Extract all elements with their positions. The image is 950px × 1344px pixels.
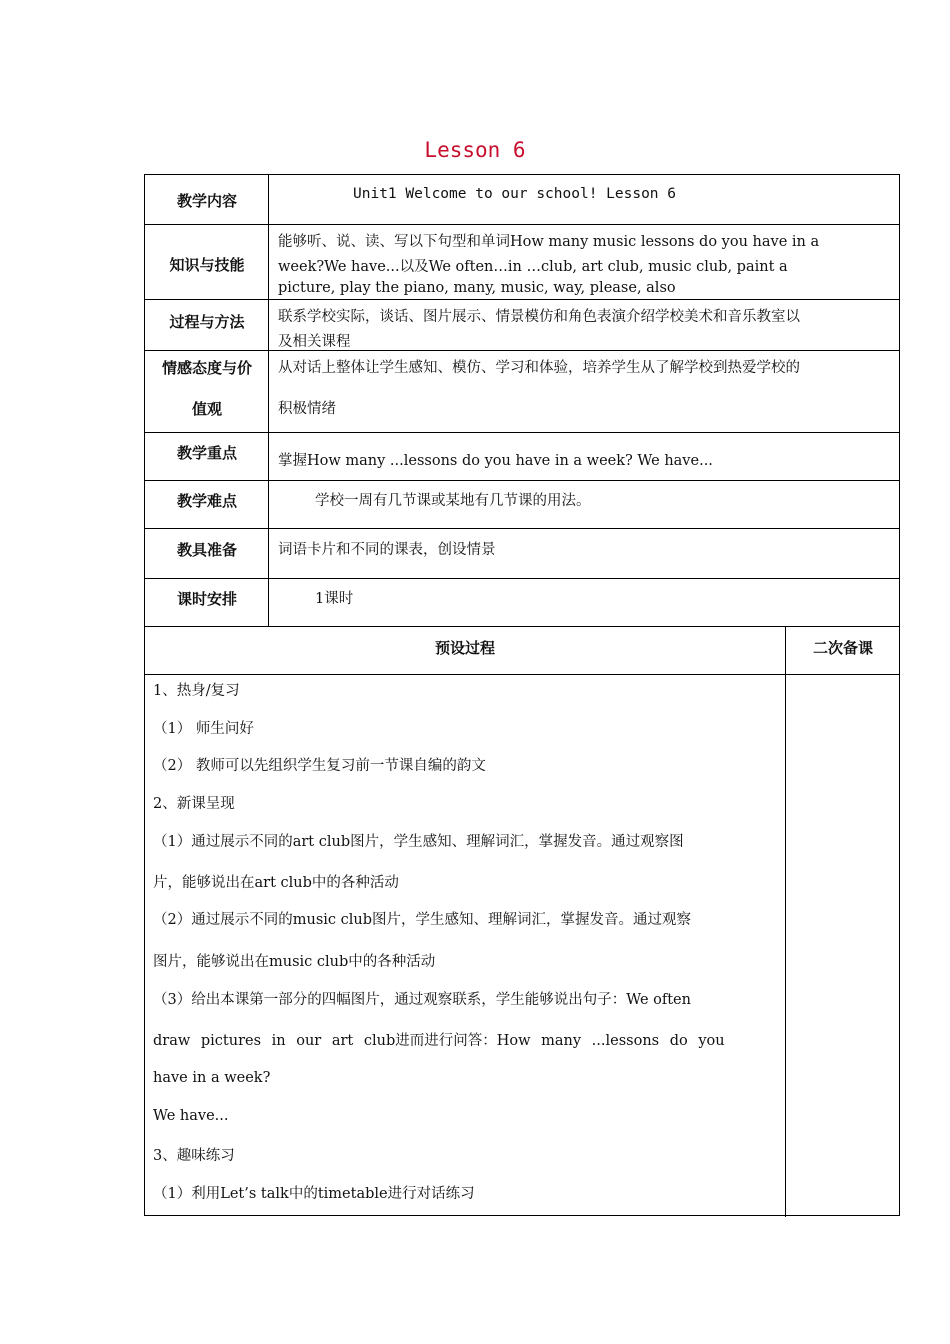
page-title: Lesson 6 <box>424 138 526 162</box>
process-line: draw pictures in our art club进而进行问答：How many ...lessons do you <box>153 1033 725 1049</box>
process-line: （2）通过展示不同的music club图片，学生感知、理解词汇，掌握发音。通过观察 <box>153 912 691 928</box>
process-line: （2） 教师可以先组织学生复习前一节课自编的韵文 <box>153 758 486 774</box>
value-emotion-line-1: 从对话上整体让学生感知、模仿、学习和体验，培养学生从了解学校到热爱学校的 <box>278 360 800 376</box>
value-teaching-aids: 词语卡片和不同的课表，创设情景 <box>278 542 496 558</box>
column-divider <box>785 627 786 1217</box>
value-process-line-1: 联系学校实际，谈话、图片展示、情景模仿和角色表演介绍学校美术和音乐教室以 <box>278 309 800 325</box>
value-knowledge-line-1: 能够听、说、读、写以下句型和单词How many music lessons do you have in a <box>278 234 820 250</box>
label-class-hours: 课时安排 <box>176 590 237 608</box>
value-teaching-content: Unit1 Welcome to our school! Lesson 6 <box>353 186 677 202</box>
row-divider <box>145 299 899 300</box>
label-teaching-content: 教学内容 <box>176 192 237 210</box>
label-emotion-attitude-line-1: 情感态度与价 <box>161 359 252 377</box>
row-divider <box>145 432 899 433</box>
row-divider <box>145 224 899 225</box>
value-class-hours: 1课时 <box>315 591 354 607</box>
process-line: 图片，能够说出在music club中的各种活动 <box>153 954 436 970</box>
value-knowledge-line-2: week?We have...以及We often…in …club, art club, music club, paint a <box>278 259 788 275</box>
process-line: （3）给出本课第一部分的四幅图片，通过观察联系，学生能够说出句子：We often <box>153 992 691 1008</box>
value-emotion-line-2: 积极情绪 <box>278 401 336 417</box>
label-difficult-points: 教学难点 <box>176 492 237 510</box>
label-key-points: 教学重点 <box>176 444 237 462</box>
process-line: （1）通过展示不同的art club图片，学生感知、理解词汇，掌握发音。通过观察图 <box>153 834 684 850</box>
value-difficult-points: 学校一周有几节课或某地有几节课的用法。 <box>315 493 591 509</box>
process-line: 3、趣味练习 <box>153 1148 235 1164</box>
row-divider <box>145 578 899 579</box>
value-process-line-2: 及相关课程 <box>278 334 351 350</box>
second-prep-header: 二次备课 <box>812 639 873 657</box>
value-key-points: 掌握How many ...lessons do you have in a week? We have... <box>278 453 713 469</box>
row-divider <box>145 528 899 529</box>
label-knowledge-skills: 知识与技能 <box>169 256 245 274</box>
process-line: We have... <box>153 1108 229 1124</box>
label-emotion-attitude-line-2: 值观 <box>191 400 222 418</box>
process-line: have in a week? <box>153 1070 271 1086</box>
row-divider <box>145 480 899 481</box>
process-line: （1）利用Let’s talk中的timetable进行对话练习 <box>153 1186 475 1202</box>
label-teaching-aids: 教具准备 <box>176 541 237 559</box>
label-process-methods: 过程与方法 <box>169 313 245 331</box>
value-knowledge-line-3: picture, play the piano, many, music, way, please, also <box>278 280 676 296</box>
process-line: 片，能够说出在art club中的各种活动 <box>153 875 399 891</box>
lesson-plan-table <box>144 174 900 1216</box>
process-line: （1） 师生问好 <box>153 721 254 737</box>
process-line: 1、热身/复习 <box>153 683 240 699</box>
row-divider <box>145 350 899 351</box>
process-line: 2、新课呈现 <box>153 796 235 812</box>
process-header: 预设过程 <box>434 639 495 657</box>
